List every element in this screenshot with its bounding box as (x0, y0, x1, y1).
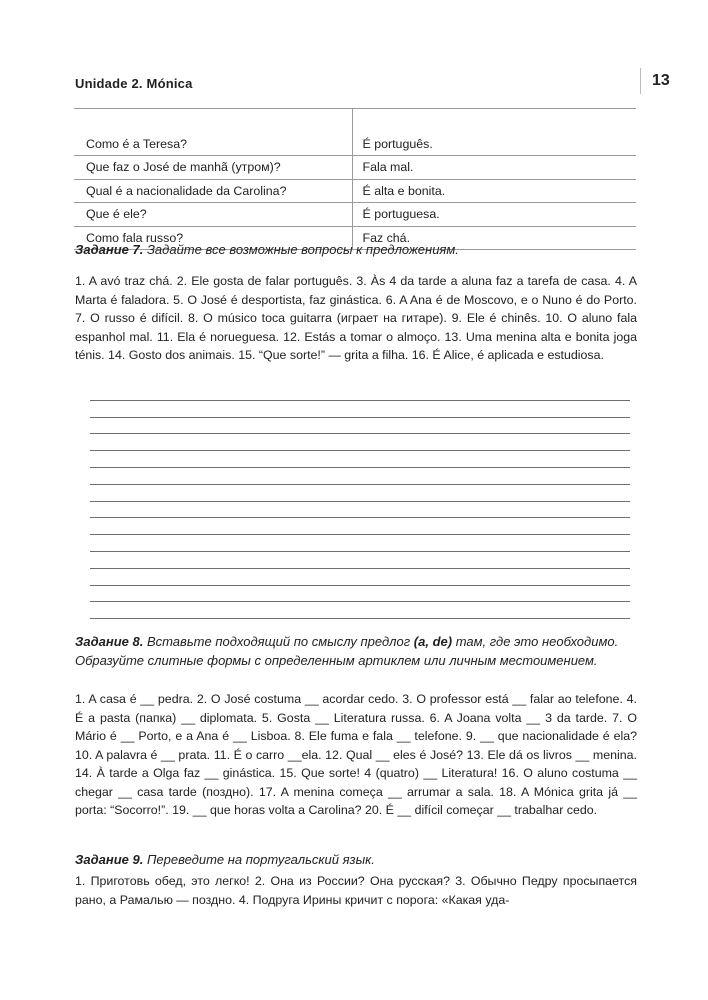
answer-cell: É português. (362, 136, 433, 151)
writing-line (90, 468, 630, 485)
answer-cell: É alta e bonita. (362, 183, 446, 198)
writing-line (90, 451, 630, 468)
writing-line (90, 418, 630, 435)
writing-line (90, 552, 630, 569)
page-number: 13 (652, 72, 670, 89)
writing-line (90, 485, 630, 502)
writing-line (90, 384, 630, 401)
writing-line (90, 502, 630, 519)
task9-label: Задание 9. (75, 852, 144, 867)
writing-line (90, 518, 630, 535)
task8-instruction-part2: там, где это необходимо. Образуйте слитные формы с определенным артиклем или личным местоимением. (75, 634, 619, 668)
answer-cell: Fala mal. (362, 160, 414, 175)
question-cell: Como é a Teresa? (74, 132, 352, 156)
task7-label: Задание 7. (75, 242, 144, 257)
task8-prepositions: (a, de) (413, 634, 453, 649)
answer-cell: Faz chá. (362, 230, 411, 245)
table-top-border (74, 109, 636, 133)
question-cell: Que é ele? (74, 203, 352, 227)
table-row (74, 179, 636, 203)
answer-writing-lines (90, 384, 630, 619)
question-cell: Que faz o José de manhã (утром)? (74, 156, 352, 180)
task7-heading (75, 240, 640, 259)
task8-text: 1. A casa é __ pedra. 2. O José costuma __ acordar cedo. 3. O professor está __ falar ao telefone. 4. É a pasta (папка) __ diplomata. 5. Gosta __ Literatura russa. 6. A Joana volta __ 3 da tarde. 7. O Mário é __ Porto, e a Ana é __ Lisboa. 8. Ele fuma e fala __ telefone. 9. __ que nacionalidade é ela? 10. A palavra é __ prata. 11. É o carro __ela. 12. Qual __ eles é José? 13. Ele dá os livros __ menina. 14. À tarde a Olga faz __ ginástica. 15. Que sorte! 4 (quatro) __ Literatura! 16. O aluno costuma __ chegar __ casa tarde (поздно). 17. A menina começa __ arrumar a sala. 18. A Mónica grita já __ porta: “Socorro!”. 19. __ que horas volta a Carolina? 20. É __ difícil começar __ trabalhar cedo. (75, 692, 637, 817)
table-row (74, 156, 636, 180)
task7-text: 1. A avó traz chá. 2. Ele gosta de falar português. 3. Às 4 da tarde a aluna faz a tarefa de casa. 4. A Marta é faladora. 5. O José é desportista, faz ginástica. 6. A Ana é de Moscovo, e o Nuno é do Porto. 7. O russo é difícil. 8. O músico toca guitarra (играет на гитаре). 9. Ele é chinês. 10. O aluno fala espanhol mal. 11. Ela é norueguesa. 12. Estás a tomar o almoço. 13. Uma menina alta e bonita joga ténis. 14. Gosto dos animais. 15. “Que sorte!” — grita a filha. 16. É Alice, é aplicada e estudiosa. (75, 274, 637, 362)
task7-instruction: Задайте все возможные вопросы к предложениям. (146, 242, 459, 257)
writing-line (90, 401, 630, 418)
header-divider (640, 68, 641, 94)
writing-line (90, 535, 630, 552)
writing-line (90, 602, 630, 619)
writing-line (90, 434, 630, 451)
question-answer-table (74, 108, 636, 250)
task8-heading (75, 632, 640, 670)
task9-heading (75, 850, 640, 869)
task8-label: Задание 8. (75, 634, 144, 649)
question-cell: Qual é a nacionalidade da Carolina? (74, 179, 352, 203)
table-row (74, 132, 636, 156)
page-header-title: Unidade 2. Mónica (75, 76, 193, 91)
writing-line (90, 586, 630, 603)
task9-text: 1. Приготовь обед, это легко! 2. Она из России? Она русская? 3. Обычно Педру просыпается рано, а Рамалью — поздно. 4. Подруга Ирины кричит с порога: «Какая уда- (75, 874, 637, 907)
task9-instruction: Переведите на португальский язык. (146, 852, 375, 867)
question-cell: Como fala russo? (74, 226, 352, 250)
table-row (74, 203, 636, 227)
answer-cell: É portuguesa. (362, 207, 440, 222)
task8-instruction-part1: Вставьте подходящий по смыслу предлог (146, 634, 411, 649)
writing-line (90, 569, 630, 586)
